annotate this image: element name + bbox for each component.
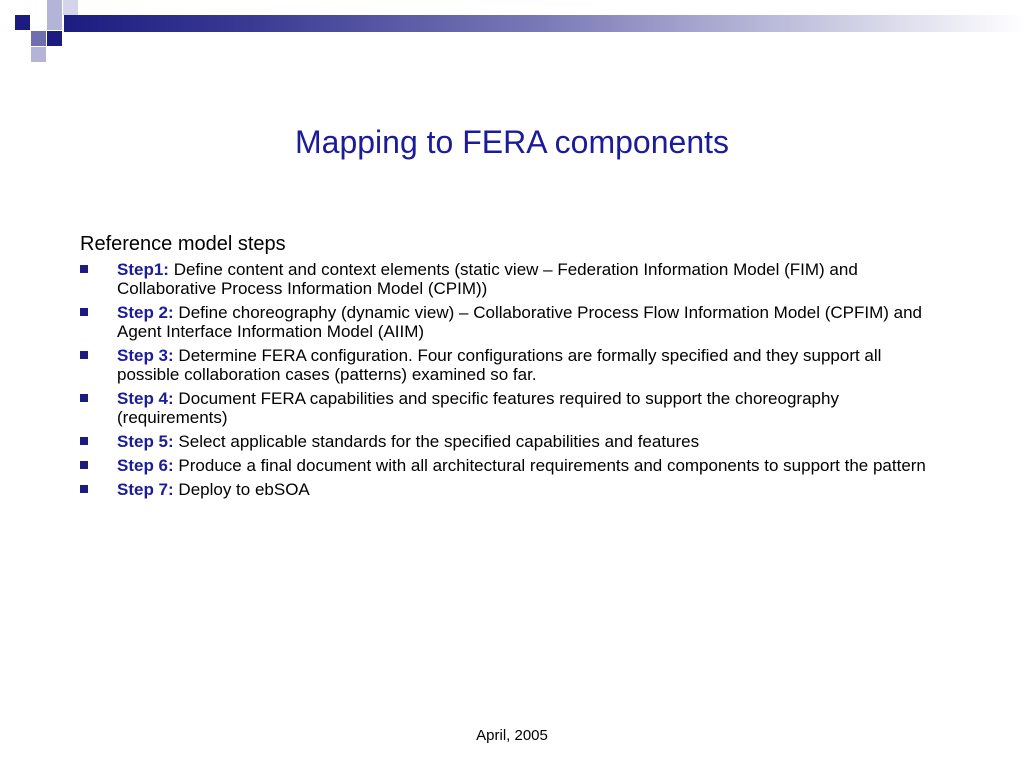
square-bullet-icon — [80, 308, 88, 316]
square-bullet-icon — [80, 485, 88, 493]
step-text: Document FERA capabilities and specific features required to support the choreography (requirements) — [117, 389, 839, 427]
step-item — [80, 432, 940, 451]
step-label: Step 6: — [117, 456, 174, 475]
step-item — [80, 346, 940, 384]
step-item — [80, 260, 940, 298]
steps-list — [80, 260, 940, 499]
slide-title: Mapping to FERA components — [294, 124, 729, 160]
step-label: Step 4: — [117, 389, 174, 408]
step-label: Step 3: — [117, 346, 174, 365]
header-square-decoration — [47, 15, 62, 30]
step-item — [80, 389, 940, 427]
step-label: Step 7: — [117, 480, 174, 499]
header-gradient-bar — [64, 15, 1024, 32]
header-square-decoration — [31, 31, 46, 46]
step-text: Deploy to ebSOA — [173, 480, 310, 499]
footer-date: April, 2005 — [476, 727, 548, 744]
header-square-decoration — [47, 31, 62, 46]
step-text: Determine FERA configuration. Four configurations are formally specified and they support all possible collaboration cases (patterns) examined so far. — [117, 346, 882, 384]
step-label: Step 2: — [117, 303, 174, 322]
square-bullet-icon — [80, 351, 88, 359]
step-text: Produce a final document with all architectural requirements and components to support the pattern — [173, 456, 926, 475]
step-label: Step 5: — [117, 432, 174, 451]
step-text: Define content and context elements (static view – Federation Information Model (FIM) and Collaborative Process Information Model (CPIM)) — [117, 260, 858, 298]
step-item — [80, 480, 940, 499]
slide-content — [80, 232, 940, 504]
step-item — [80, 456, 940, 475]
step-text: Select applicable standards for the specified capabilities and features — [173, 432, 700, 451]
header-square-decoration — [47, 0, 62, 15]
header-square-decoration — [31, 47, 46, 62]
header-square-decoration — [63, 0, 78, 15]
step-label: Step1: — [117, 260, 169, 279]
square-bullet-icon — [80, 265, 88, 273]
square-bullet-icon — [80, 461, 88, 469]
step-text: Define choreography (dynamic view) – Collaborative Process Flow Information Model (CPFIM) and Agent Interface Information Model (AIIM) — [117, 303, 922, 341]
header-square-decoration — [15, 15, 30, 30]
square-bullet-icon — [80, 437, 88, 445]
step-item — [80, 303, 940, 341]
square-bullet-icon — [80, 394, 88, 402]
section-heading: Reference model steps — [80, 233, 286, 255]
